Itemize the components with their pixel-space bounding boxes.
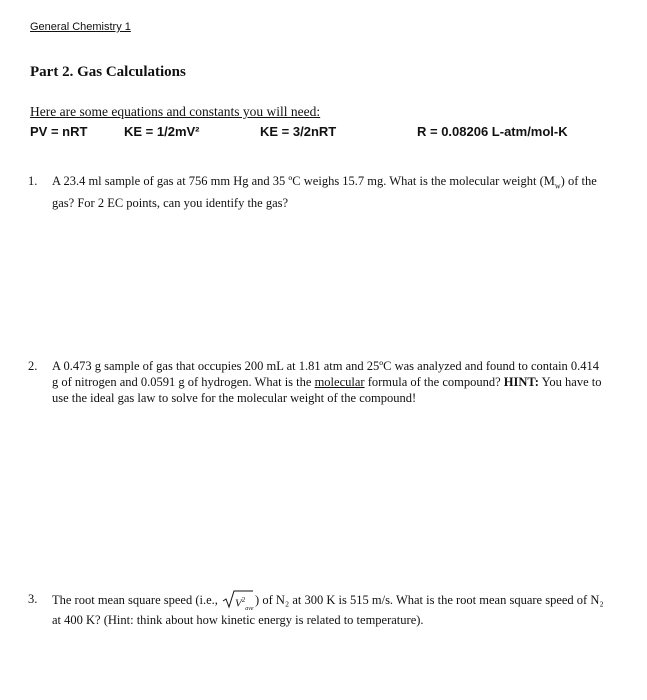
question-text-part: ) of the gas? For 2 EC points, can you identify the gas? bbox=[52, 174, 597, 210]
subscript: w bbox=[554, 181, 561, 191]
question-text bbox=[52, 358, 608, 406]
question-2 bbox=[28, 358, 608, 406]
question-3 bbox=[28, 589, 608, 630]
course-header: General Chemistry 1 bbox=[30, 21, 131, 33]
question-text-part: The root mean square speed (i.e., bbox=[52, 593, 222, 607]
radicand: V bbox=[235, 597, 242, 610]
underlined-word: molecular bbox=[314, 375, 365, 389]
question-number: 1. bbox=[28, 174, 38, 188]
question-number: 2. bbox=[28, 359, 38, 373]
gas-constant: R = 0.08206 L-atm/mol-K bbox=[417, 124, 568, 139]
question-number: 3. bbox=[28, 592, 38, 606]
equations-heading: Here are some equations and constants you will need: bbox=[30, 104, 321, 119]
equation-ideal-gas: PV = nRT bbox=[30, 124, 88, 139]
part-title: Part 2. Gas Calculations bbox=[30, 64, 186, 80]
question-text-part: formula of the compound? bbox=[364, 375, 504, 389]
question-text bbox=[52, 589, 608, 630]
question-1 bbox=[28, 173, 608, 211]
hint-label: HINT: bbox=[503, 375, 539, 389]
equation-kinetic-energy-temperature: KE = 3/2nRT bbox=[260, 124, 337, 139]
question-text bbox=[52, 173, 608, 211]
radicand-exponent: 2 bbox=[241, 596, 246, 604]
question-text-part: A 23.4 ml sample of gas at 756 mm Hg and 35 ºC weighs 15.7 mg. What is the molecular weight (M bbox=[52, 174, 555, 188]
question-text-part: A 0.473 g sample of gas that occupies 200 mL at 1.81 atm and 25ºC was analyzed and found to contain 0.414 g of nitrogen and 0.0591 g of hydrogen. What is the bbox=[52, 359, 600, 389]
question-text-part: You have to use the ideal gas law to solve for the molecular weight of the compound! bbox=[52, 375, 602, 405]
question-text-part: ) of N₂ at 300 K is 515 m/s. What is the root mean square speed of N₂ at 400 K? (Hint: think about how kinetic energy is related to temperature). bbox=[52, 593, 604, 627]
equation-kinetic-energy-velocity: KE = 1/2mV² bbox=[124, 124, 200, 139]
radicand-subscript: ave bbox=[245, 605, 254, 612]
square-root-symbol bbox=[222, 589, 254, 612]
